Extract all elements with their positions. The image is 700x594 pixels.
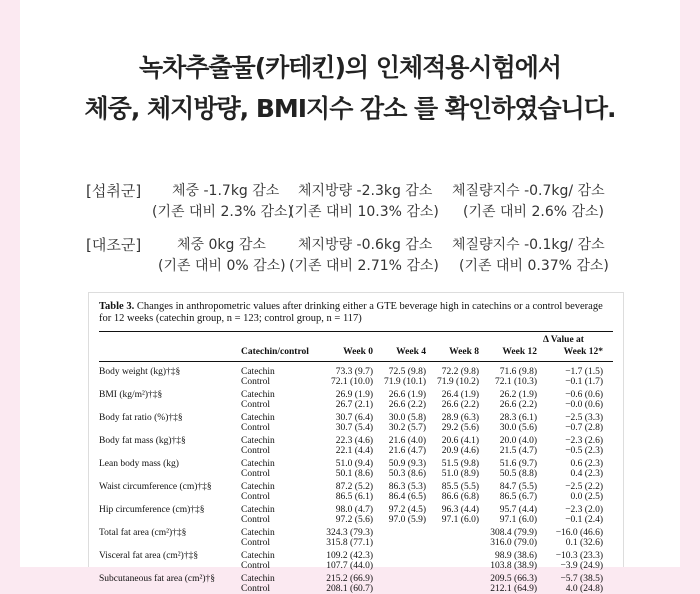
row-label: Body fat ratio (%)†‡§ [99,413,183,423]
row-group: Control [241,400,271,411]
row-group: Catechin [241,528,275,538]
row-delta: 0.4 (2.3) [570,469,603,480]
row-week-8: 20.6 (4.1) [441,436,479,446]
row-label: Visceral fat area (cm²)†‡§ [99,551,199,561]
row-delta: −0.6 (0.6) [565,390,603,400]
header-delta-line1: Δ Value at [543,335,584,345]
row-delta: −2.3 (2.0) [565,505,603,515]
row-delta: −0.1 (1.7) [565,377,603,388]
row-week-8: 86.6 (6.8) [441,492,479,503]
row-week-12: 86.5 (6.7) [499,492,537,503]
row-week-12: 26.6 (2.2) [499,400,537,411]
row-group: Control [241,584,271,594]
table-caption-text: Changes in anthropometric values after drinking either a GTE beverage high in catechins or a control beverage for 12 weeks (catechin group, n = 123; control group, n = 117) [99,301,603,324]
row-week-4: 26.6 (2.2) [388,400,426,411]
row-week-12: 28.3 (6.1) [499,413,537,423]
row-week-8: 28.9 (6.3) [441,413,479,423]
row-week-0: 98.0 (4.7) [335,505,373,515]
header-week-8: Week 8 [449,347,479,357]
row-week-12: 308.4 (79.9) [490,528,537,538]
headline-line-1: 녹차추출물(카테킨)의 인체적용시험에서 [138,53,562,82]
row-week-12: 51.6 (9.7) [499,459,537,469]
control-bmi: 체질량지수 -0.1kg/ 감소 [452,237,605,253]
row-week-12: 95.7 (4.4) [499,505,537,515]
row-week-0: 107.7 (44.0) [326,561,373,572]
row-group: Catechin [241,574,275,584]
table-caption-number: Table 3. [99,301,135,312]
headline-line-2: 체중, 체지방량, BMI지수 감소 를 확인하였습니다. [84,94,616,123]
control-weight: 체중 0kg 감소 [177,237,266,253]
row-week-12: 209.5 (66.3) [490,574,537,584]
row-delta: −0.5 (2.3) [565,446,603,457]
group-label-control: [대조군] [86,236,142,254]
group-label-intake: [섭취군] [86,182,142,200]
row-group: Catechin [241,367,275,377]
row-week-0: 72.1 (10.0) [331,377,373,388]
row-week-0: 73.3 (9.7) [335,367,373,377]
row-group: Catechin [241,436,275,446]
header-week-0: Week 0 [343,347,373,357]
row-week-8: 26.6 (2.2) [441,400,479,411]
row-week-0: 50.1 (8.6) [335,469,373,480]
row-label: Lean body mass (kg) [99,459,179,469]
control-fat-mass: 체지방량 -0.6kg 감소 [298,237,433,253]
row-week-0: 26.9 (1.9) [335,390,373,400]
row-week-12: 72.1 (10.3) [495,377,537,388]
row-week-0: 22.3 (4.6) [335,436,373,446]
row-delta: −5.7 (38.5) [560,574,603,584]
row-week-12: 212.1 (64.9) [490,584,537,594]
row-week-4: 86.4 (6.5) [388,492,426,503]
row-delta: 4.0 (24.8) [565,584,603,594]
row-week-12: 30.0 (5.6) [499,423,537,434]
row-week-0: 215.2 (66.9) [326,574,373,584]
row-week-12: 97.1 (6.0) [499,515,537,526]
row-delta: −0.0 (0.6) [565,400,603,411]
row-label: Body weight (kg)†‡§ [99,367,181,377]
results-table [88,292,624,594]
row-week-4: 72.5 (9.8) [388,367,426,377]
row-week-0: 109.2 (42.3) [326,551,373,561]
row-week-8: 97.1 (6.0) [441,515,479,526]
row-group: Catechin [241,482,275,492]
row-label: Waist circumference (cm)†‡§ [99,482,212,492]
row-group: Control [241,538,271,549]
row-week-12: 71.6 (9.8) [499,367,537,377]
row-week-8: 51.0 (8.9) [441,469,479,480]
intake-fat-mass-ratio: (기존 대비 10.3% 감소) [289,204,439,220]
row-week-4: 50.3 (8.6) [388,469,426,480]
row-label: Hip circumference (cm)†‡§ [99,505,205,515]
row-week-4: 97.2 (4.5) [388,505,426,515]
row-week-0: 30.7 (5.4) [335,423,373,434]
row-week-0: 30.7 (6.4) [335,413,373,423]
row-group: Control [241,492,271,503]
row-week-8: 26.4 (1.9) [441,390,479,400]
row-week-4: 30.0 (5.8) [388,413,426,423]
row-week-12: 103.8 (38.9) [490,561,537,572]
row-week-0: 26.7 (2.1) [335,400,373,411]
row-week-0: 86.5 (6.1) [335,492,373,503]
row-week-4: 50.9 (9.3) [388,459,426,469]
row-week-12: 50.5 (8.8) [499,469,537,480]
row-delta: −1.7 (1.5) [565,367,603,377]
row-week-8: 72.2 (9.8) [441,367,479,377]
control-fat-mass-ratio: (기존 대비 2.71% 감소) [289,258,439,274]
row-week-8: 71.9 (10.2) [437,377,479,388]
row-delta: −0.7 (2.8) [565,423,603,434]
row-delta: −2.3 (2.6) [565,436,603,446]
row-delta: −3.9 (24.9) [560,561,603,572]
row-label: Subcutaneous fat area (cm²)†§ [99,574,216,584]
intake-bmi-ratio: (기존 대비 2.6% 감소) [463,204,604,220]
header-week-4: Week 4 [396,347,426,357]
row-week-8: 96.3 (4.4) [441,505,479,515]
header-delta-week-12: Week 12* [563,347,603,357]
row-week-12: 20.0 (4.0) [499,436,537,446]
row-week-0: 315.8 (77.1) [326,538,373,549]
row-delta: −16.0 (46.6) [555,528,603,538]
row-week-4: 30.2 (5.7) [388,423,426,434]
intake-bmi: 체질량지수 -0.7kg/ 감소 [452,183,605,199]
table-top-rule [99,331,613,332]
row-label: BMI (kg/m²)†‡§ [99,390,163,400]
row-week-0: 208.1 (60.7) [326,584,373,594]
intake-weight-ratio: (기존 대비 2.3% 감소) [152,204,293,220]
row-delta: −2.5 (3.3) [565,413,603,423]
content-panel [20,0,680,594]
row-delta: −10.3 (23.3) [555,551,603,561]
row-group: Catechin [241,505,275,515]
table-caption [99,301,609,325]
row-week-12: 21.5 (4.7) [499,446,537,457]
control-weight-ratio: (기존 대비 0% 감소) [158,258,286,274]
row-group: Control [241,446,271,457]
row-group: Control [241,469,271,480]
row-week-4: 71.9 (10.1) [384,377,426,388]
header-week-12: Week 12 [502,347,537,357]
intake-weight: 체중 -1.7kg 감소 [172,183,280,199]
row-group: Control [241,515,271,526]
row-week-12: 84.7 (5.5) [499,482,537,492]
row-week-8: 51.5 (9.8) [441,459,479,469]
row-week-0: 87.2 (5.2) [335,482,373,492]
row-delta: −0.1 (2.4) [565,515,603,526]
row-week-8: 20.9 (4.6) [441,446,479,457]
row-delta: 0.6 (2.3) [570,459,603,469]
row-group: Catechin [241,551,275,561]
row-group: Catechin [241,459,275,469]
row-group: Catechin [241,413,275,423]
row-label: Total fat area (cm²)†‡§ [99,528,187,538]
row-week-4: 26.6 (1.9) [388,390,426,400]
row-week-12: 316.0 (79.0) [490,538,537,549]
row-label: Body fat mass (kg)†‡§ [99,436,186,446]
row-group: Control [241,561,271,572]
row-week-0: 51.0 (9.4) [335,459,373,469]
row-week-8: 85.5 (5.5) [441,482,479,492]
row-group: Catechin [241,390,275,400]
row-delta: 0.0 (2.5) [570,492,603,503]
row-week-8: 29.2 (5.6) [441,423,479,434]
control-bmi-ratio: (기존 대비 0.37% 감소) [459,258,609,274]
row-week-4: 21.6 (4.0) [388,436,426,446]
row-group: Control [241,423,271,434]
row-week-4: 86.3 (5.3) [388,482,426,492]
intake-fat-mass: 체지방량 -2.3kg 감소 [298,183,433,199]
header-group: Catechin/control [241,347,309,357]
row-week-4: 97.0 (5.9) [388,515,426,526]
row-week-4: 21.6 (4.7) [388,446,426,457]
row-delta: −2.5 (2.2) [565,482,603,492]
row-week-12: 26.2 (1.9) [499,390,537,400]
row-group: Control [241,377,271,388]
row-delta: 0.1 (32.6) [565,538,603,549]
row-week-0: 97.2 (5.6) [335,515,373,526]
table-header-rule [99,361,613,362]
row-week-12: 98.9 (38.6) [495,551,537,561]
row-week-0: 22.1 (4.4) [335,446,373,457]
row-week-0: 324.3 (79.3) [326,528,373,538]
